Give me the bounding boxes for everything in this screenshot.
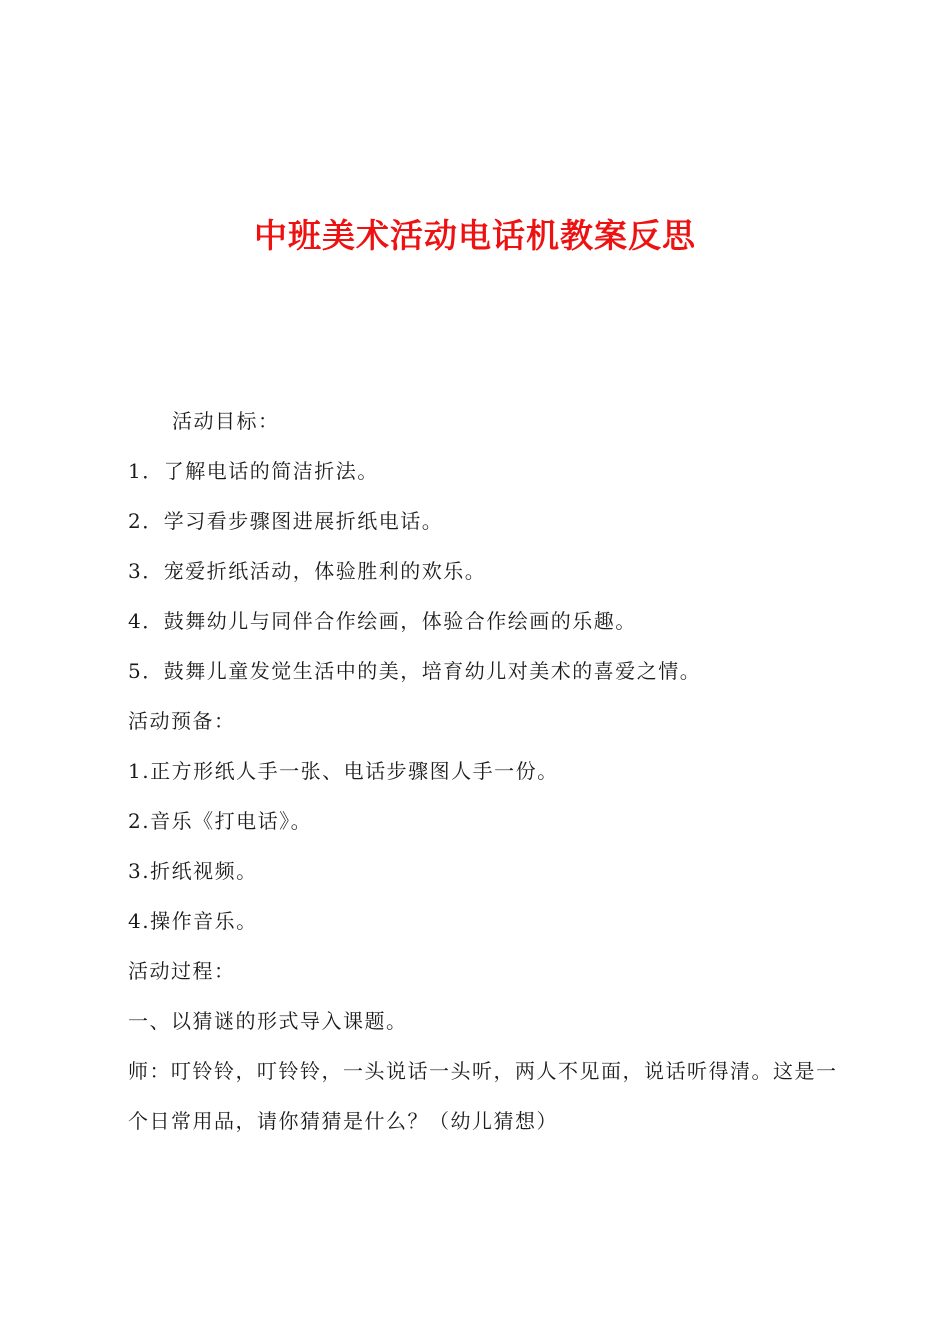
goal-item-4: 4．鼓舞幼儿与同伴合作绘画，体验合作绘画的乐趣。 <box>128 609 637 633</box>
process-step-1: 一、以猜谜的形式导入课题。 <box>128 1009 408 1033</box>
section-heading-process: 活动过程： <box>128 959 236 983</box>
section-heading-goals: 活动目标： <box>172 409 280 433</box>
document-body <box>128 396 838 1146</box>
preparation-item-2: 2.音乐《打电话》。 <box>128 809 313 833</box>
goal-item-2: 2．学习看步骤图进展折纸电话。 <box>128 509 444 533</box>
preparation-item-4: 4.操作音乐。 <box>128 909 258 933</box>
preparation-item-1: 1.正方形纸人手一张、电话步骤图人手一份。 <box>128 759 559 783</box>
goal-item-1: 1．了解电话的简洁折法。 <box>128 459 379 483</box>
preparation-item-3: 3.折纸视频。 <box>128 859 258 883</box>
section-heading-preparation: 活动预备： <box>128 709 236 733</box>
goal-item-5: 5．鼓舞儿童发觉生活中的美，培育幼儿对美术的喜爱之情。 <box>128 659 702 683</box>
teacher-riddle-paragraph: 师：叮铃铃，叮铃铃，一头说话一头听，两人不见面，说话听得清。这是一个日常用品，请你猜猜是什么？（幼儿猜想） <box>128 1059 838 1133</box>
document-title: 中班美术活动电话机教案反思 <box>254 216 696 255</box>
goal-item-3: 3．宠爱折纸活动，体验胜利的欢乐。 <box>128 559 487 583</box>
